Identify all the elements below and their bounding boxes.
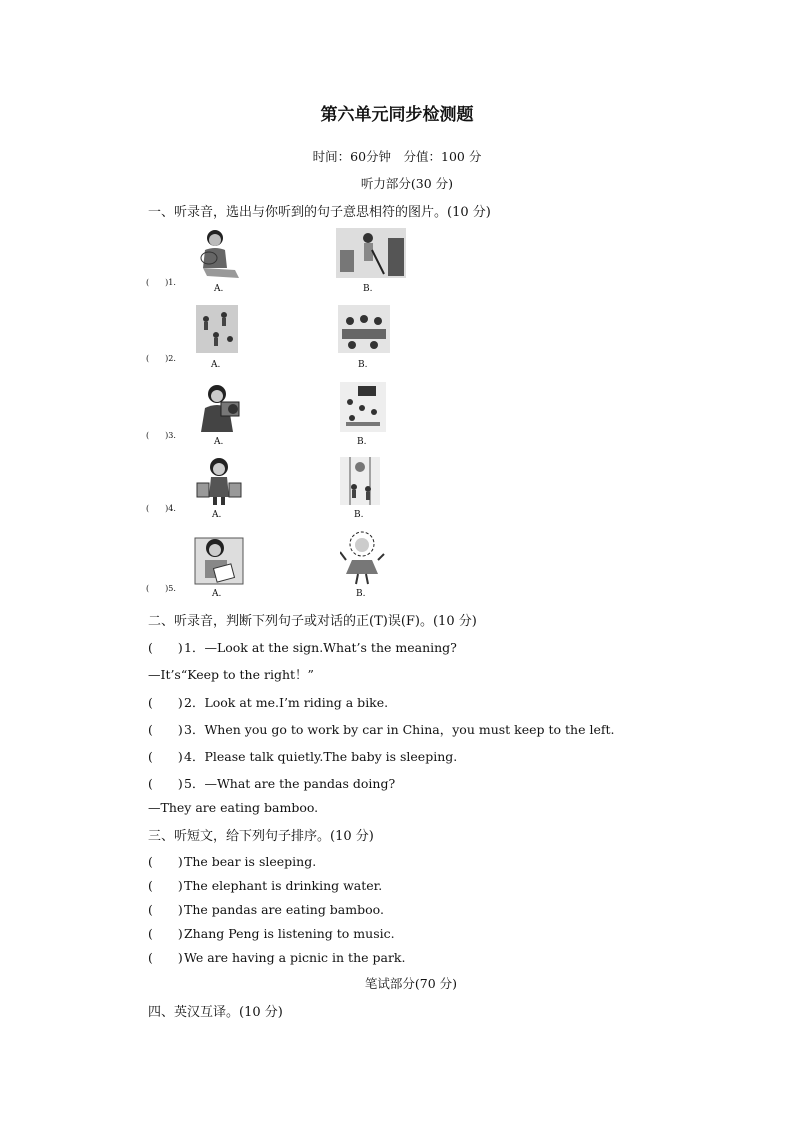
option-a-label: A. [212,510,222,520]
answer-blank[interactable]: ( ) [148,749,183,764]
page-title: 第六单元同步检测题 [320,105,474,125]
picture-woman-sitting [195,228,245,280]
question-text: 1．—Look at the sign.What’s the meaning? [184,640,457,655]
option-b-label: B. [357,437,367,447]
section2-q5-answer: —They are eating bamboo. [148,800,319,815]
option-b-label: B. [356,589,366,599]
picture-girl-shopping-bags [195,457,245,505]
exam-meta: 时间：60分钟 分值：100 分 [312,149,482,164]
picture-person-cleaning [336,228,406,278]
section2-q4 [148,747,457,765]
picture-man-with-camera [195,382,245,432]
section1-heading: 一、听录音，选出与你听到的句子意思相符的图片。(10 分) [148,205,491,220]
section3-item-2 [148,876,382,894]
picture-people-playground [196,305,238,353]
option-b-label: B. [354,510,364,520]
answer-blank[interactable]: ( ) [148,878,183,893]
option-b-label: B. [363,284,373,294]
section2-q5 [148,774,395,792]
written-part-heading: 笔试部分(70 分) [364,976,458,991]
option-a-label: A. [214,437,224,447]
section3-item-4 [148,924,395,942]
question-text: 5．—What are the pandas doing? [184,776,396,791]
question-text: 3．When you go to work by car in China，you must keep to the left. [184,722,615,737]
sentence-text: We are having a picnic in the park. [184,950,406,965]
sentence-text: The elephant is drinking water. [184,878,383,893]
answer-blank[interactable]: ( ) [148,950,183,965]
section2-q1 [148,638,457,656]
picture-park-scene [340,457,380,505]
section2-q2 [148,693,388,711]
section4-heading: 四、英汉互译。(10 分) [148,1005,283,1020]
section2-q3 [148,720,615,738]
sentence-text: The pandas are eating bamboo. [184,902,384,917]
question-label: ( )2. [146,354,176,363]
picture-family-dinner [338,305,390,353]
sentence-text: Zhang Peng is listening to music. [184,926,395,941]
section2-heading: 二、听录音，判断下列句子或对话的正(T)误(F)。(10 分) [148,614,477,629]
option-b-label: B. [358,360,368,370]
picture-classroom [340,382,386,432]
question-label: ( )4. [146,504,176,513]
option-a-label: A. [211,360,221,370]
question-text: 4．Please talk quietly.The baby is sleeping. [184,749,458,764]
question-label: ( )5. [146,584,176,593]
answer-blank[interactable]: ( ) [148,854,183,869]
answer-blank[interactable]: ( ) [148,640,183,655]
section3-heading: 三、听短文，给下列句子排序。(10 分) [148,829,374,844]
section3-item-5 [148,948,405,966]
answer-blank[interactable]: ( ) [148,776,183,791]
answer-blank[interactable]: ( ) [148,722,183,737]
question-label: ( )3. [146,431,176,440]
section3-item-3 [148,900,384,918]
answer-blank[interactable]: ( ) [148,695,183,710]
answer-blank[interactable]: ( ) [148,926,183,941]
section3-item-1 [148,852,316,870]
sentence-text: The bear is sleeping. [184,854,317,869]
picture-girl-drawing [193,532,245,586]
picture-girl-dancing [340,530,386,586]
option-a-label: A. [212,589,222,599]
option-a-label: A. [214,284,224,294]
section2-q1-answer: —It’s“Keep to the right！” [148,667,314,682]
question-text: 2．Look at me.I’m riding a bike. [184,695,389,710]
answer-blank[interactable]: ( ) [148,902,183,917]
question-label: ( )1. [146,278,176,287]
listening-part-heading: 听力部分(30 分) [360,176,454,191]
